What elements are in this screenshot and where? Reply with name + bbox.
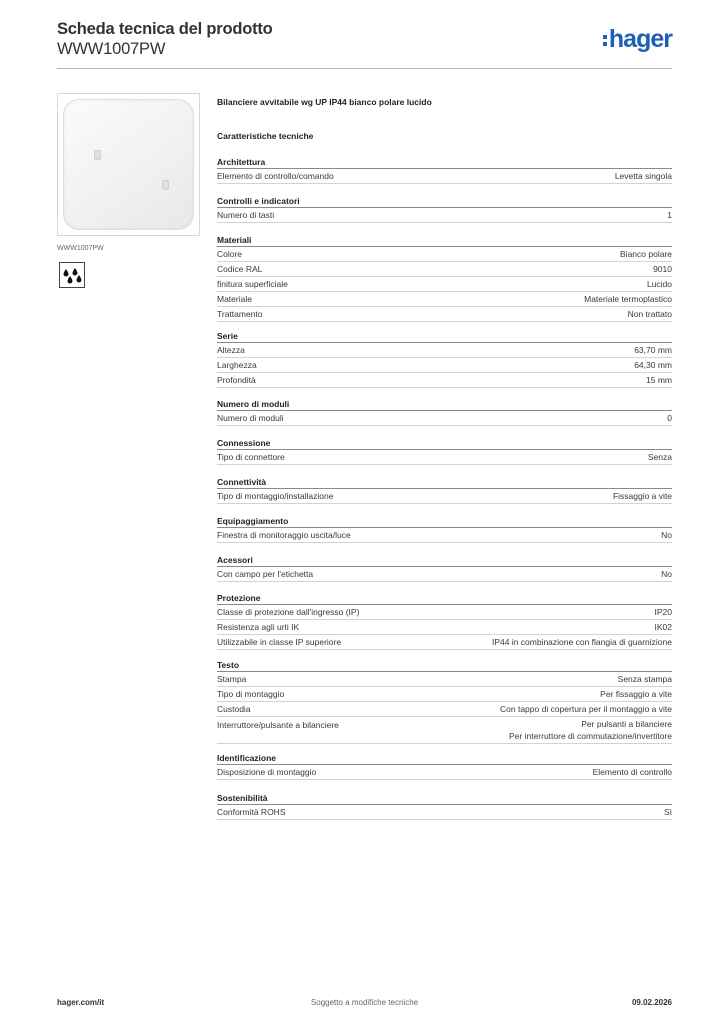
rocker-plate (63, 99, 194, 230)
spec-value: Lucido (646, 279, 672, 289)
section-title: Materiali (217, 233, 672, 247)
footer-disclaimer: Soggetto a modifiche tecniche (310, 998, 419, 1007)
screw-slot-icon (94, 150, 101, 160)
spec-value: Fissaggio a vite (612, 491, 672, 501)
spec-row (217, 373, 672, 388)
section-architettura (217, 155, 672, 184)
spec-label: Trattamento (217, 309, 263, 319)
spec-label: Tipo di montaggio/installazione (217, 491, 334, 501)
spec-value: IP44 in combinazione con flangia di guarnizione (491, 637, 672, 647)
spec-value-line: Per interruttore di commutazione/invertitore (509, 731, 672, 741)
brand-logo[interactable] (603, 25, 672, 53)
section-accessori (217, 553, 672, 582)
spec-row (217, 672, 672, 687)
product-image-caption: WWW1007PW (57, 245, 104, 252)
spec-row (217, 247, 672, 262)
spec-row (217, 620, 672, 635)
spec-label: Stampa (217, 674, 247, 684)
spec-value: 1 (667, 210, 672, 220)
spec-label: Utilizzabile in classe IP superiore (217, 637, 342, 647)
spec-value: No (661, 530, 672, 540)
product-code: WWW1007PW (57, 40, 166, 58)
spec-label: Interruttore/pulsante a bilanciere (217, 720, 339, 730)
spec-value: 0 (667, 413, 672, 423)
spec-value: Con tappo di copertura per il montaggio a vite (500, 704, 672, 714)
spec-value: 64,30 mm (634, 360, 672, 370)
spec-value: 63,70 mm (634, 345, 672, 355)
section-identificazione (217, 751, 672, 780)
spec-row (217, 567, 672, 582)
section-title: Testo (217, 658, 672, 672)
section-title: Architettura (217, 155, 672, 169)
spec-label: Tipo di connettore (217, 452, 285, 462)
footer-website-link[interactable]: hager.com/it (57, 998, 105, 1007)
product-name: Bilanciere avvitabile wg UP IP44 bianco polare lucido (217, 97, 432, 107)
spec-label: Larghezza (217, 360, 257, 370)
section-connettivita (217, 475, 672, 504)
spec-row (217, 450, 672, 465)
spec-row (217, 528, 672, 543)
spec-row (217, 717, 672, 744)
page-header (57, 20, 672, 70)
spec-value: IK02 (654, 622, 672, 632)
spec-value: Materiale termoplastico (584, 294, 672, 304)
spec-label: Disposizione di montaggio (217, 767, 317, 777)
spec-row (217, 292, 672, 307)
spec-value: Sì (663, 807, 672, 817)
section-title: Equipaggiamento (217, 514, 672, 528)
section-materiali (217, 233, 672, 322)
spec-value: Non trattato (627, 309, 672, 319)
spec-value-line: Per pulsanti a bilanciere (581, 719, 672, 729)
page-title: Scheda tecnica del prodotto (57, 20, 273, 38)
section-connessione (217, 436, 672, 465)
spec-value: Levetta singola (614, 171, 672, 181)
section-protezione (217, 591, 672, 650)
spec-row (217, 343, 672, 358)
tech-specs-heading: Caratteristiche tecniche (217, 131, 314, 141)
spec-label: Codice RAL (217, 264, 263, 274)
spec-row (217, 635, 672, 650)
spec-label: finitura superficiale (217, 279, 288, 289)
spec-value: Bianco polare (620, 249, 672, 259)
section-numero-moduli (217, 397, 672, 426)
spec-label: Classe di protezione dall'ingresso (IP) (217, 607, 360, 617)
section-equipaggiamento (217, 514, 672, 543)
spec-row (217, 262, 672, 277)
spec-label: Colore (217, 249, 243, 259)
spec-row (217, 208, 672, 223)
screw-slot-icon (162, 180, 169, 190)
section-title: Connettività (217, 475, 672, 489)
spec-row (217, 605, 672, 620)
spec-label: Custodia (217, 704, 251, 714)
spec-value (509, 718, 672, 742)
spec-row (217, 702, 672, 717)
spec-row (217, 411, 672, 426)
spec-value: Senza stampa (617, 674, 672, 684)
spec-label: Elemento di controllo/comando (217, 171, 334, 181)
spec-label: Tipo di montaggio (217, 689, 285, 699)
section-title: Connessione (217, 436, 672, 450)
spec-value: 9010 (653, 264, 672, 274)
spec-label: Resistenza agli urti IK (217, 622, 300, 632)
spec-row (217, 169, 672, 184)
spec-row (217, 307, 672, 322)
header-divider (57, 68, 672, 69)
spec-label: Numero di tasti (217, 210, 275, 220)
spec-row (217, 765, 672, 780)
spec-row (217, 489, 672, 504)
section-title: Numero di moduli (217, 397, 672, 411)
section-title: Sostenibilità (217, 791, 672, 805)
section-serie (217, 329, 672, 388)
spec-value: IP20 (654, 607, 672, 617)
spec-value: Senza (647, 452, 672, 462)
section-title: Serie (217, 329, 672, 343)
section-controlli (217, 194, 672, 223)
spec-label: Materiale (217, 294, 252, 304)
brand-name: hager (608, 24, 672, 53)
switch-plate-image (57, 93, 200, 236)
spec-label: Finestra di monitoraggio uscita/luce (217, 530, 351, 540)
spec-label: Altezza (217, 345, 245, 355)
spec-label: Numero di moduli (217, 413, 284, 423)
spec-row (217, 687, 672, 702)
section-testo (217, 658, 672, 744)
spec-row (217, 805, 672, 820)
section-title: Controlli e indicatori (217, 194, 672, 208)
spec-label: Con campo per l'etichetta (217, 569, 314, 579)
spec-value: No (661, 569, 672, 579)
spec-label: Profondità (217, 375, 256, 385)
spec-label: Conformità ROHS (217, 807, 286, 817)
section-title: Protezione (217, 591, 672, 605)
spec-value: Per fissaggio a vite (600, 689, 672, 699)
spec-row (217, 277, 672, 292)
spec-value: 15 mm (646, 375, 672, 385)
water-drops-icon (59, 262, 85, 288)
section-title: Acessori (217, 553, 672, 567)
spec-row (217, 358, 672, 373)
section-title: Identificazione (217, 751, 672, 765)
logo-dots-icon (603, 35, 607, 46)
spec-value: Elemento di controllo (592, 767, 672, 777)
footer-date: 09.02.2026 (631, 998, 672, 1007)
section-sostenibilita (217, 791, 672, 820)
